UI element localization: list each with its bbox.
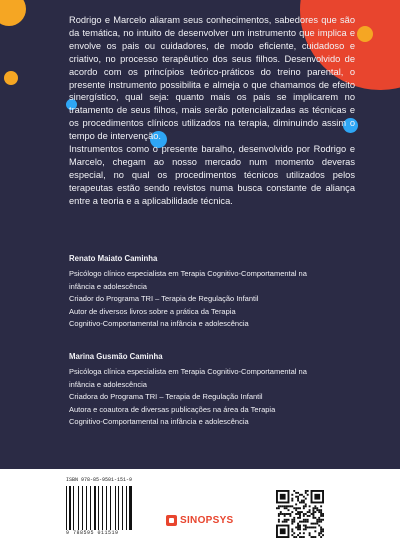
qr-module — [297, 492, 299, 494]
author-bio-line: Cognitivo-Comportamental na infância e adolescência — [69, 319, 249, 329]
qr-module — [312, 536, 314, 538]
qr-module — [280, 494, 286, 500]
qr-module — [299, 525, 301, 527]
qr-module — [305, 528, 307, 530]
qr-module — [314, 523, 316, 525]
barcode-bar — [128, 486, 129, 530]
qr-module — [320, 513, 322, 515]
qr-module — [322, 530, 324, 532]
qr-module — [299, 507, 301, 509]
qr-module — [307, 519, 309, 521]
barcode-bar — [75, 486, 77, 530]
barcode-bar — [122, 486, 123, 530]
qr-module — [307, 521, 309, 523]
qr-module — [291, 534, 293, 536]
publisher-name: SINOPSYS — [180, 514, 234, 526]
qr-module — [309, 509, 311, 511]
qr-module — [297, 528, 299, 530]
qr-module — [303, 500, 305, 502]
author-bio-marina — [69, 351, 359, 428]
qr-module — [278, 515, 280, 517]
qr-module — [303, 532, 305, 534]
qr-module — [291, 519, 293, 521]
qr-module — [297, 511, 299, 513]
author-bio-line: Autor de diversos livros sobre a prática da Terapia — [69, 306, 236, 316]
isbn-label: ISBN 978-85-9501-151-9 — [66, 477, 133, 483]
qr-module — [301, 511, 303, 513]
barcode-bar — [82, 486, 83, 530]
qr-module — [316, 523, 318, 525]
qr-module — [286, 521, 288, 523]
barcode-bar — [97, 486, 98, 530]
barcode-bar — [108, 486, 109, 530]
qr-module — [322, 534, 324, 536]
qr-module — [297, 534, 299, 536]
qr-module — [307, 515, 309, 517]
qr-module — [282, 521, 284, 523]
qr-module — [291, 494, 293, 496]
qr-module — [278, 505, 280, 507]
qr-module — [288, 505, 290, 507]
qr-module — [318, 521, 320, 523]
qr-module — [280, 513, 282, 515]
qr-module — [286, 519, 288, 521]
qr-module — [314, 526, 316, 528]
qr-module — [318, 525, 320, 527]
qr-module — [301, 494, 303, 496]
qr-module — [299, 515, 301, 517]
qr-module — [305, 513, 307, 515]
qr-module — [288, 509, 290, 511]
barcode-bar — [133, 486, 134, 530]
author-bio-renato — [69, 253, 359, 330]
qr-code-icon — [276, 490, 324, 538]
qr-module — [316, 521, 318, 523]
decorative-dot-orange-large — [0, 0, 26, 26]
qr-module — [291, 521, 293, 523]
qr-module — [303, 525, 305, 527]
qr-module — [278, 519, 280, 521]
qr-module — [320, 526, 322, 528]
qr-module — [301, 536, 303, 538]
barcode-bar — [94, 486, 96, 530]
decorative-dot-orange-small — [4, 71, 18, 85]
qr-module — [288, 513, 290, 515]
qr-module — [286, 513, 288, 515]
qr-module — [320, 509, 322, 511]
qr-module — [293, 517, 295, 519]
qr-module — [278, 521, 280, 523]
qr-module — [303, 536, 305, 538]
qr-module — [320, 536, 322, 538]
barcode-bar — [116, 486, 117, 530]
qr-module — [301, 502, 303, 504]
qr-module — [297, 523, 299, 525]
barcode-bar — [84, 486, 85, 530]
qr-module — [314, 494, 320, 500]
qr-module — [299, 528, 301, 530]
qr-module — [316, 509, 318, 511]
barcode-bar — [80, 486, 81, 530]
qr-module — [320, 515, 322, 517]
qr-module — [299, 526, 301, 528]
qr-module — [295, 503, 297, 505]
barcode-bar — [72, 486, 73, 530]
qr-module — [318, 532, 320, 534]
qr-module — [297, 525, 299, 527]
barcode-bar — [112, 486, 114, 530]
qr-module — [284, 505, 286, 507]
barcode-bar — [115, 486, 116, 530]
qr-module — [291, 511, 293, 513]
barcode-bar — [129, 486, 131, 530]
qr-module — [299, 513, 301, 515]
qr-module — [293, 519, 295, 521]
barcode-bar — [124, 486, 125, 530]
intro-paragraph-1: Rodrigo e Marcelo aliaram seus conhecimentos, sabedores que são da temática, no intuito de desenvolver um instrumento que implica e envolve os pais ou cuidadores, de modo eficiente, cuidadoso e criativo, no processo terapêutico dos seus filhos. Desenvolvido de acordo com os princípios teórico-práticos do treino parental, o presente instrumento possibilita e almeja o que chamamos de efeito sinergístico, qual seja: quanto mais os pais se implicarem no tratamento de seus filhos, mais serão potencializadas as técnicas e os procedimentos clínicos utilizados na terapia, diminuindo assim o tempo de intervenção. — [69, 15, 355, 142]
qr-module — [278, 507, 280, 509]
qr-module — [316, 519, 318, 521]
barcode-bars — [66, 486, 134, 530]
qr-module — [288, 519, 290, 521]
qr-module — [305, 505, 307, 507]
qr-module — [297, 507, 299, 509]
qr-module — [303, 521, 305, 523]
qr-module — [305, 525, 307, 527]
author-bio-line: Psicólogo clínico especialista em Terapia Cognitivo-Comportamental na — [69, 269, 307, 279]
qr-module — [284, 513, 286, 515]
barcode-bar — [68, 486, 69, 530]
qr-module — [307, 511, 309, 513]
qr-module — [284, 519, 286, 521]
qr-module — [307, 494, 309, 496]
qr-module — [303, 505, 305, 507]
qr-module — [297, 513, 299, 515]
qr-module — [322, 528, 324, 530]
qr-module — [312, 511, 314, 513]
barcode-bar — [78, 486, 79, 530]
qr-module — [318, 519, 320, 521]
qr-module — [291, 498, 293, 500]
author-bio-line: Criadora do Programa TRI – Terapia de Regulação Infantil — [69, 392, 263, 402]
qr-module — [293, 536, 295, 538]
qr-module — [293, 490, 295, 492]
qr-module — [309, 526, 311, 528]
qr-module — [320, 519, 322, 521]
qr-module — [307, 490, 309, 492]
qr-module — [303, 502, 305, 504]
qr-module — [303, 528, 305, 530]
qr-module — [299, 517, 301, 519]
qr-module — [311, 523, 313, 525]
qr-module — [309, 532, 311, 534]
barcode-bar — [106, 486, 107, 530]
barcode-bar — [100, 486, 101, 530]
author-bio-line: Criador do Programa TRI – Terapia de Regulação Infantil — [69, 294, 259, 304]
qr-module — [286, 507, 288, 509]
qr-module — [320, 528, 322, 530]
qr-module — [309, 515, 311, 517]
qr-module — [320, 532, 322, 534]
barcode-bar — [88, 486, 89, 530]
qr-module — [305, 503, 307, 505]
qr-module — [303, 519, 305, 521]
qr-module — [322, 515, 324, 517]
qr-module — [299, 521, 301, 523]
footer-strip — [0, 469, 400, 552]
qr-module — [311, 526, 313, 528]
qr-module — [293, 507, 295, 509]
qr-module — [295, 492, 297, 494]
isbn-barcode — [66, 477, 134, 539]
intro-text — [69, 14, 355, 208]
qr-module — [320, 521, 322, 523]
qr-module — [299, 494, 301, 496]
qr-module — [314, 505, 316, 507]
qr-module — [305, 498, 307, 500]
author-name: Renato Maiato Caminha — [69, 254, 158, 263]
barcode-bar — [104, 486, 105, 530]
qr-module — [303, 507, 305, 509]
qr-module — [295, 536, 297, 538]
qr-module — [309, 511, 311, 513]
qr-module — [291, 500, 293, 502]
author-bio-line: Cognitivo-Comportamental na infância e adolescência — [69, 417, 249, 427]
qr-module — [314, 517, 316, 519]
qr-module — [312, 523, 314, 525]
qr-module — [305, 492, 307, 494]
qr-module — [278, 513, 280, 515]
qr-module — [299, 536, 301, 538]
qr-module — [297, 500, 299, 502]
barcode-bar — [118, 486, 119, 530]
qr-module — [307, 526, 309, 528]
qr-module — [303, 513, 305, 515]
qr-module — [280, 511, 282, 513]
qr-module — [291, 523, 293, 525]
decorative-dot-orange-right — [357, 26, 373, 42]
qr-module — [280, 505, 282, 507]
qr-module — [289, 513, 291, 515]
qr-module — [305, 526, 307, 528]
qr-module — [299, 532, 301, 534]
qr-module — [322, 513, 324, 515]
qr-module — [312, 509, 314, 511]
qr-module — [297, 496, 299, 498]
qr-module — [282, 513, 284, 515]
author-bio-line: infância e adolescência — [69, 281, 147, 291]
qr-module — [314, 530, 316, 532]
qr-module — [295, 496, 297, 498]
qr-module — [280, 528, 286, 534]
publisher-logo-icon — [166, 515, 177, 526]
qr-module — [282, 505, 284, 507]
qr-module — [305, 490, 307, 492]
qr-module — [318, 509, 320, 511]
qr-module — [295, 509, 297, 511]
barcode-bar — [120, 486, 121, 530]
qr-module — [295, 507, 297, 509]
qr-module — [299, 502, 301, 504]
qr-module — [320, 530, 322, 532]
qr-module — [276, 507, 278, 509]
barcode-bar — [73, 486, 74, 530]
publisher-logo — [166, 513, 234, 527]
qr-module — [291, 528, 293, 530]
qr-module — [320, 505, 322, 507]
qr-module — [295, 526, 297, 528]
qr-module — [301, 521, 303, 523]
qr-module — [318, 534, 320, 536]
barcode-digits: 9 788595 011519 — [66, 530, 119, 536]
qr-module — [312, 515, 314, 517]
qr-module — [289, 505, 291, 507]
qr-module — [299, 511, 301, 513]
qr-module — [293, 521, 295, 523]
qr-module — [301, 500, 303, 502]
author-name: Marina Gusmão Caminha — [69, 352, 163, 361]
qr-module — [312, 517, 314, 519]
barcode-bar — [90, 486, 91, 530]
qr-module — [297, 526, 299, 528]
qr-module — [295, 513, 297, 515]
qr-module — [305, 521, 307, 523]
intro-paragraph-2: Instrumentos como o presente baralho, desenvolvido por Rodrigo e Marcelo, chegam ao nosso mercado num momento deveras especial, no qual os procedimentos técnicos utilizados pelos terapeutas estão sendo revistos numa busca constante de aliança entre a teoria e a aplicabilidade técnica. — [69, 144, 355, 206]
barcode-bar — [110, 486, 111, 530]
qr-module — [309, 534, 311, 536]
qr-module — [311, 513, 313, 515]
author-bio-line: infância e adolescência — [69, 379, 147, 389]
qr-module — [303, 496, 305, 498]
qr-module — [297, 517, 299, 519]
barcode-bar — [86, 486, 87, 530]
qr-module — [314, 507, 316, 509]
qr-module — [318, 517, 320, 519]
barcode-bar — [66, 486, 67, 530]
qr-module — [320, 511, 322, 513]
barcode-bar — [102, 486, 103, 530]
qr-module — [297, 498, 299, 500]
qr-module — [284, 521, 286, 523]
qr-module — [291, 530, 293, 532]
qr-module — [311, 536, 313, 538]
qr-module — [305, 519, 307, 521]
author-bio-line: Psicóloga clínica especialista em Terapia Cognitivo-Comportamental na — [69, 367, 307, 377]
qr-module — [312, 507, 314, 509]
qr-module — [291, 505, 293, 507]
qr-module — [322, 519, 324, 521]
barcode-bar — [92, 486, 93, 530]
qr-module — [318, 511, 320, 513]
qr-module — [284, 515, 286, 517]
barcode-bar — [69, 486, 70, 530]
qr-module — [303, 515, 305, 517]
qr-module — [309, 505, 311, 507]
author-bio-line: Autora e coautora de diversas publicações na área da Terapia — [69, 404, 276, 414]
qr-module — [312, 513, 314, 515]
qr-module — [286, 505, 288, 507]
barcode-bar — [126, 486, 127, 530]
qr-module — [316, 507, 318, 509]
qr-module — [293, 532, 295, 534]
barcode-bar — [98, 486, 99, 530]
qr-module — [289, 515, 291, 517]
qr-module — [314, 511, 316, 513]
qr-module — [312, 526, 314, 528]
qr-module — [284, 507, 286, 509]
qr-module — [314, 536, 316, 538]
